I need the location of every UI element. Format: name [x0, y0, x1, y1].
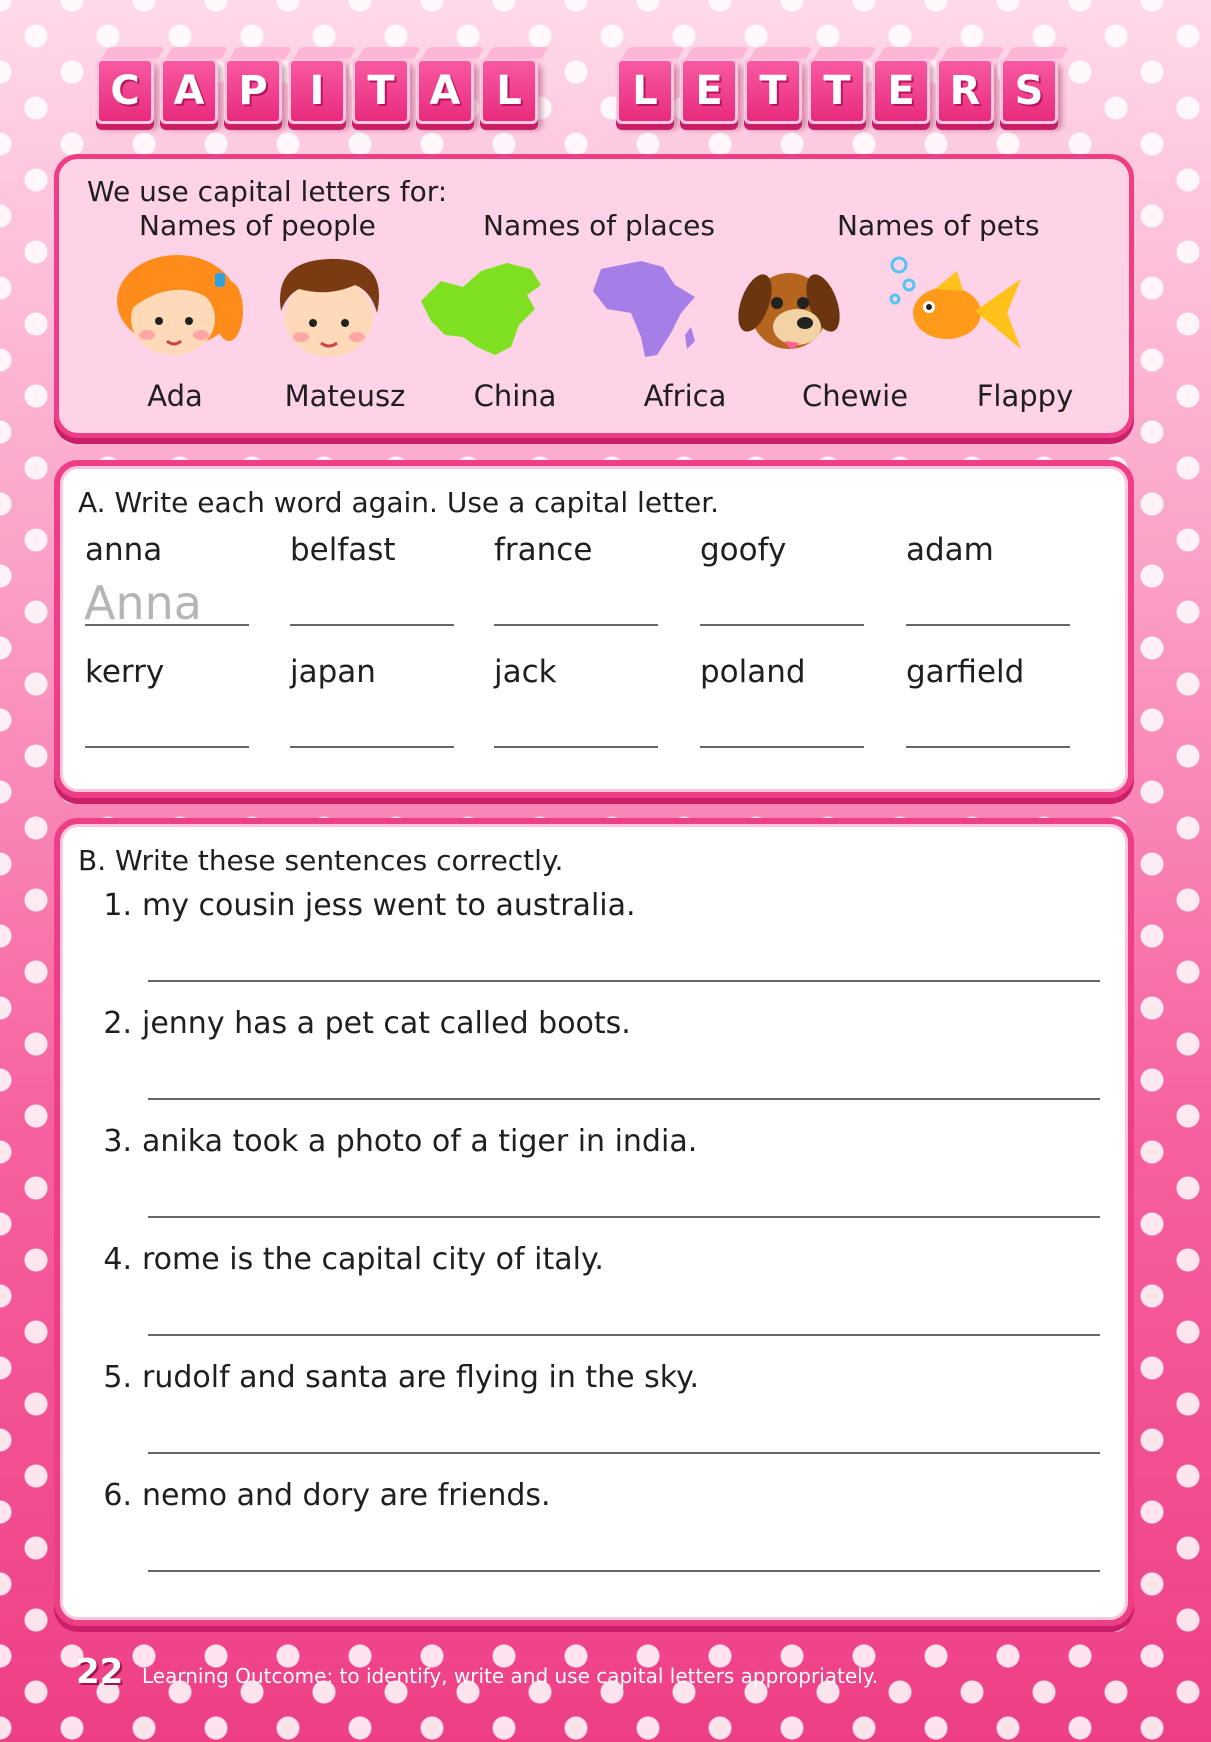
dog-icon: [719, 251, 859, 363]
answer-line[interactable]: [906, 746, 1070, 748]
word-item: [700, 532, 870, 568]
answer-line[interactable]: [906, 624, 1070, 626]
word-text: poland: [700, 654, 806, 690]
word-item: [85, 654, 255, 690]
sentence-answer-line[interactable]: [148, 980, 1100, 982]
section-b-panel: [54, 818, 1134, 1626]
word-text: jack: [494, 654, 557, 690]
sentence-text: nemo and dory are friends.: [142, 1478, 551, 1513]
word-item: [906, 532, 1076, 568]
word-item: [494, 532, 664, 568]
sentence-text: anika took a photo of a tiger in india.: [142, 1124, 698, 1159]
answer-line[interactable]: [700, 746, 864, 748]
sentence-answer-line[interactable]: [148, 1452, 1100, 1454]
title-letter: L: [480, 58, 538, 124]
sentence-number: 3.: [103, 1124, 132, 1159]
word-item: [85, 532, 255, 568]
sentence-item: [98, 1478, 551, 1513]
answer-line[interactable]: [85, 624, 249, 626]
section-b-instruction: B. Write these sentences correctly.: [78, 844, 564, 877]
category-pets: Names of pets: [837, 209, 1040, 242]
section-a-instruction: A. Write each word again. Use a capital letter.: [78, 486, 720, 519]
sentence-text: jenny has a pet cat called boots.: [142, 1006, 631, 1041]
goldfish-icon: [887, 251, 1027, 363]
sentence-number: 1.: [103, 888, 132, 923]
answer-line[interactable]: [85, 746, 249, 748]
boy-face-icon: [259, 251, 399, 363]
sentence-text: rome is the capital city of italy.: [142, 1242, 604, 1277]
sentence-text: my cousin jess went to australia.: [142, 888, 636, 923]
learning-outcome: Learning Outcome: to identify, write and use capital letters appropriately.: [142, 1664, 879, 1688]
answer-line[interactable]: [494, 746, 658, 748]
title-word-letters: [616, 58, 1064, 124]
word-text: anna: [85, 532, 163, 568]
word-item: [700, 654, 870, 690]
word-text: kerry: [85, 654, 165, 690]
sentence-answer-line[interactable]: [148, 1570, 1100, 1572]
title-letter: S: [1000, 58, 1058, 124]
sentence-number: 4.: [103, 1242, 132, 1277]
section-a-panel: [54, 460, 1134, 798]
sentence-item: [98, 1006, 631, 1041]
example-answer: Anna: [84, 576, 202, 630]
title-blocks: [96, 58, 1096, 148]
word-item: [290, 532, 460, 568]
title-letter: E: [872, 58, 930, 124]
sentence-item: [98, 1360, 699, 1395]
title-letter: A: [160, 58, 218, 124]
intro-heading: We use capital letters for:: [87, 175, 448, 208]
word-item: [494, 654, 664, 690]
sentence-text: rudolf and santa are flying in the sky.: [142, 1360, 700, 1395]
answer-line[interactable]: [494, 624, 658, 626]
sentence-answer-line[interactable]: [148, 1098, 1100, 1100]
category-places: Names of places: [483, 209, 715, 242]
answer-line[interactable]: [290, 624, 454, 626]
sentence-item: [98, 1242, 604, 1277]
girl-face-icon: [107, 251, 247, 363]
title-letter: I: [288, 58, 346, 124]
example-mateusz: Mateusz: [284, 379, 406, 413]
word-item: [906, 654, 1076, 690]
sentence-answer-line[interactable]: [148, 1216, 1100, 1218]
title-letter: A: [416, 58, 474, 124]
sentence-number: 5.: [103, 1360, 132, 1395]
title-letter: P: [224, 58, 282, 124]
example-china: China: [473, 379, 557, 413]
africa-map-icon: [571, 251, 711, 363]
word-text: japan: [290, 654, 376, 690]
word-text: goofy: [700, 532, 787, 568]
word-text: france: [494, 532, 593, 568]
title-letter: T: [808, 58, 866, 124]
intro-panel: [54, 154, 1134, 438]
china-map-icon: [411, 251, 551, 363]
example-flappy: Flappy: [976, 379, 1074, 413]
title-letter: T: [744, 58, 802, 124]
word-text: belfast: [290, 532, 396, 568]
word-text: garfield: [906, 654, 1025, 690]
sentence-number: 6.: [103, 1478, 132, 1513]
page-footer: [76, 1652, 879, 1692]
title-letter: C: [96, 58, 154, 124]
example-africa: Africa: [643, 379, 727, 413]
title-letter: L: [616, 58, 674, 124]
answer-line[interactable]: [700, 624, 864, 626]
page-number: 22: [76, 1652, 124, 1692]
answer-line[interactable]: [290, 746, 454, 748]
sentence-item: [98, 1124, 697, 1159]
sentence-number: 2.: [103, 1006, 132, 1041]
title-letter: R: [936, 58, 994, 124]
example-chewie: Chewie: [801, 379, 909, 413]
word-item: [290, 654, 460, 690]
sentence-item: [98, 888, 636, 923]
example-ada: Ada: [147, 379, 203, 413]
title-letter: E: [680, 58, 738, 124]
title-word-capital: [96, 58, 544, 124]
title-letter: T: [352, 58, 410, 124]
sentence-answer-line[interactable]: [148, 1334, 1100, 1336]
category-people: Names of people: [139, 209, 376, 242]
word-text: adam: [906, 532, 994, 568]
